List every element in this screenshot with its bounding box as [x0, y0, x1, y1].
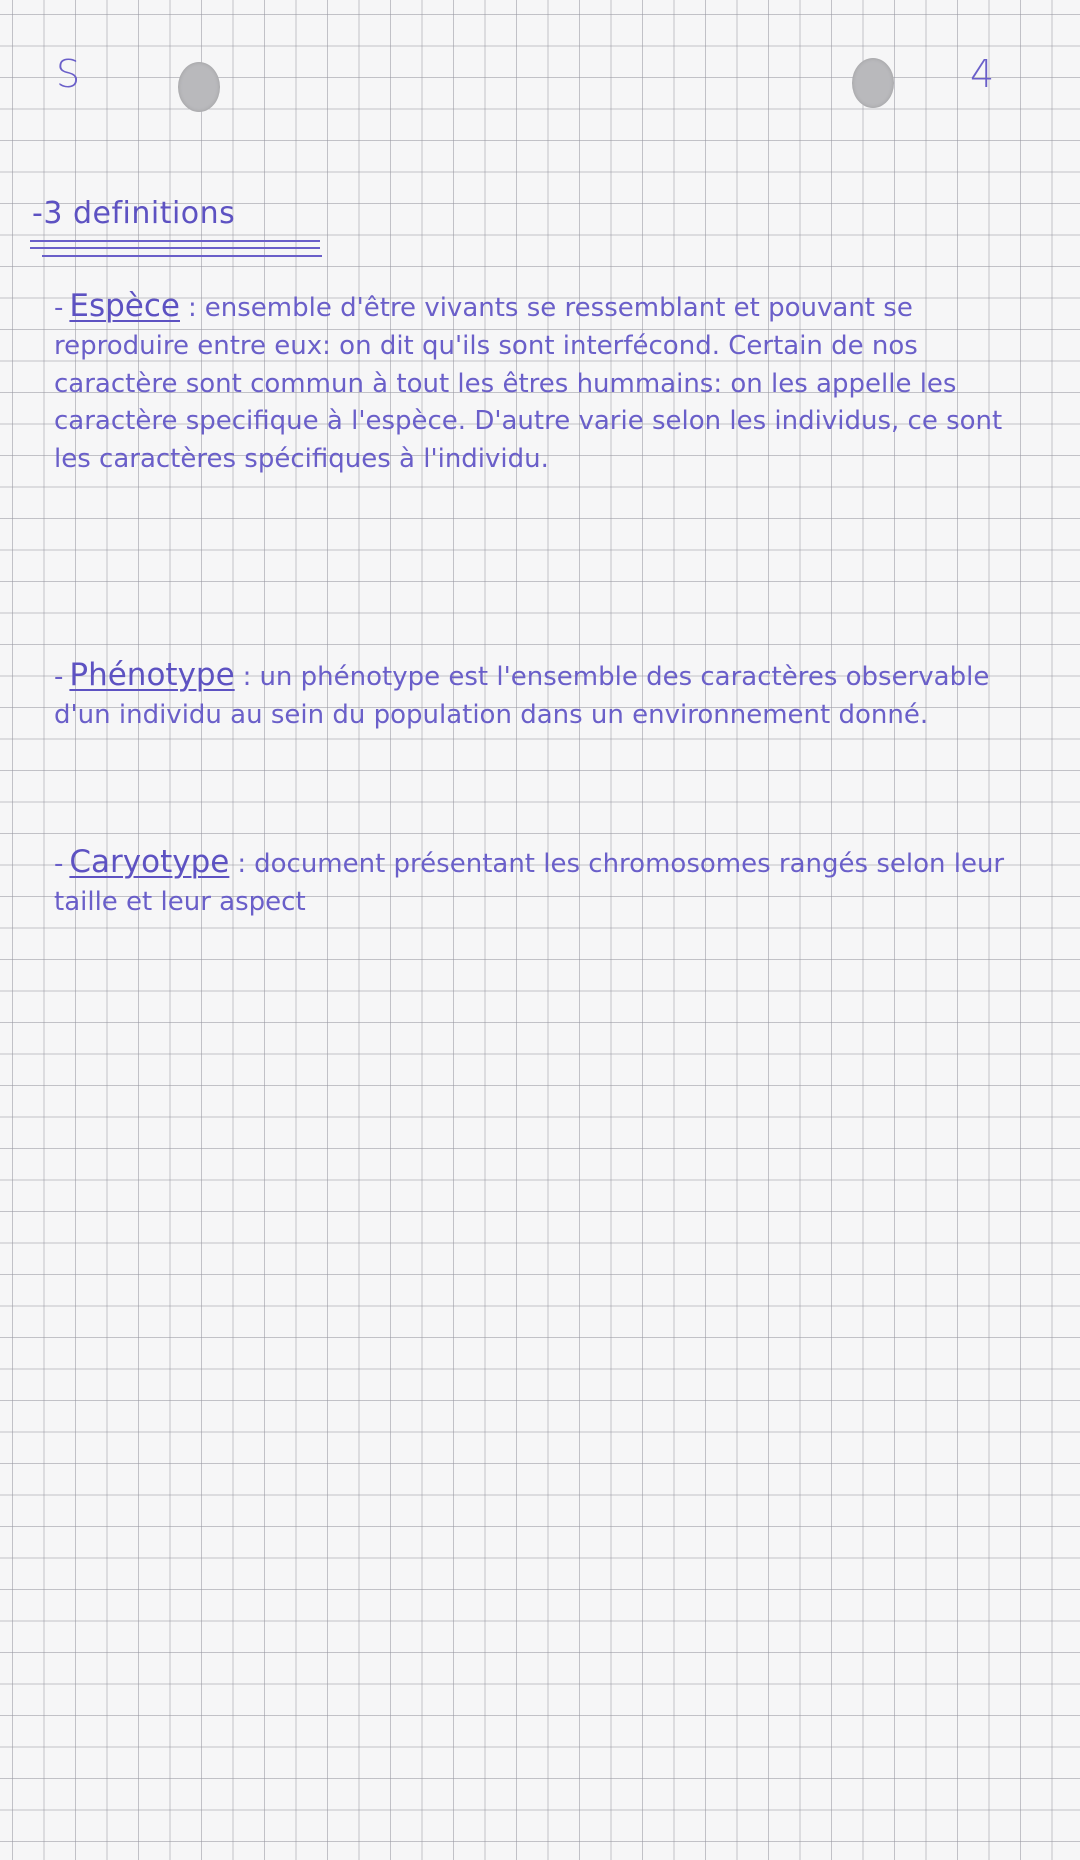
- definition-colon: :: [188, 293, 197, 323]
- definition-text: ensemble d'être vivants se ressemblant et pouvant se reproduire entre eux: on dit qu'ils sont interfécond. Certain de nos caractère sont commun à tout les êtres hummains: on les appelle les caractère specifique à l'espèce. D'autre varie selon les individus, ce sont les caractères spécifiques à l'individu.: [54, 293, 1003, 475]
- definition-term: Caryotype: [69, 844, 230, 880]
- page-number: 4: [970, 52, 995, 96]
- heading-underline: [30, 240, 320, 242]
- binder-hole-left: [178, 62, 220, 112]
- definition-colon: :: [237, 849, 247, 879]
- definition-caryotype: [54, 844, 1044, 922]
- heading-underline: [30, 247, 320, 249]
- definition-colon: :: [242, 662, 252, 692]
- definition-dash: -: [54, 293, 64, 323]
- definition-espece: [54, 288, 1044, 479]
- definition-text: un phénotype est l'ensemble des caractères observable d'un individu au sein du population dans un environnement donné.: [54, 662, 990, 730]
- definition-term: Espèce: [69, 288, 180, 324]
- definition-phenotype: [54, 657, 1044, 735]
- binder-hole-right: [852, 58, 894, 108]
- page-letter: S: [56, 52, 81, 96]
- definition-dash: -: [54, 849, 64, 879]
- section-heading: -3 definitions: [32, 196, 236, 231]
- heading-underline: [42, 255, 322, 257]
- definition-term: Phénotype: [69, 657, 235, 693]
- definition-text: document présentant les chromosomes rangés selon leur taille et leur aspect: [54, 849, 1005, 917]
- definition-dash: -: [54, 662, 64, 692]
